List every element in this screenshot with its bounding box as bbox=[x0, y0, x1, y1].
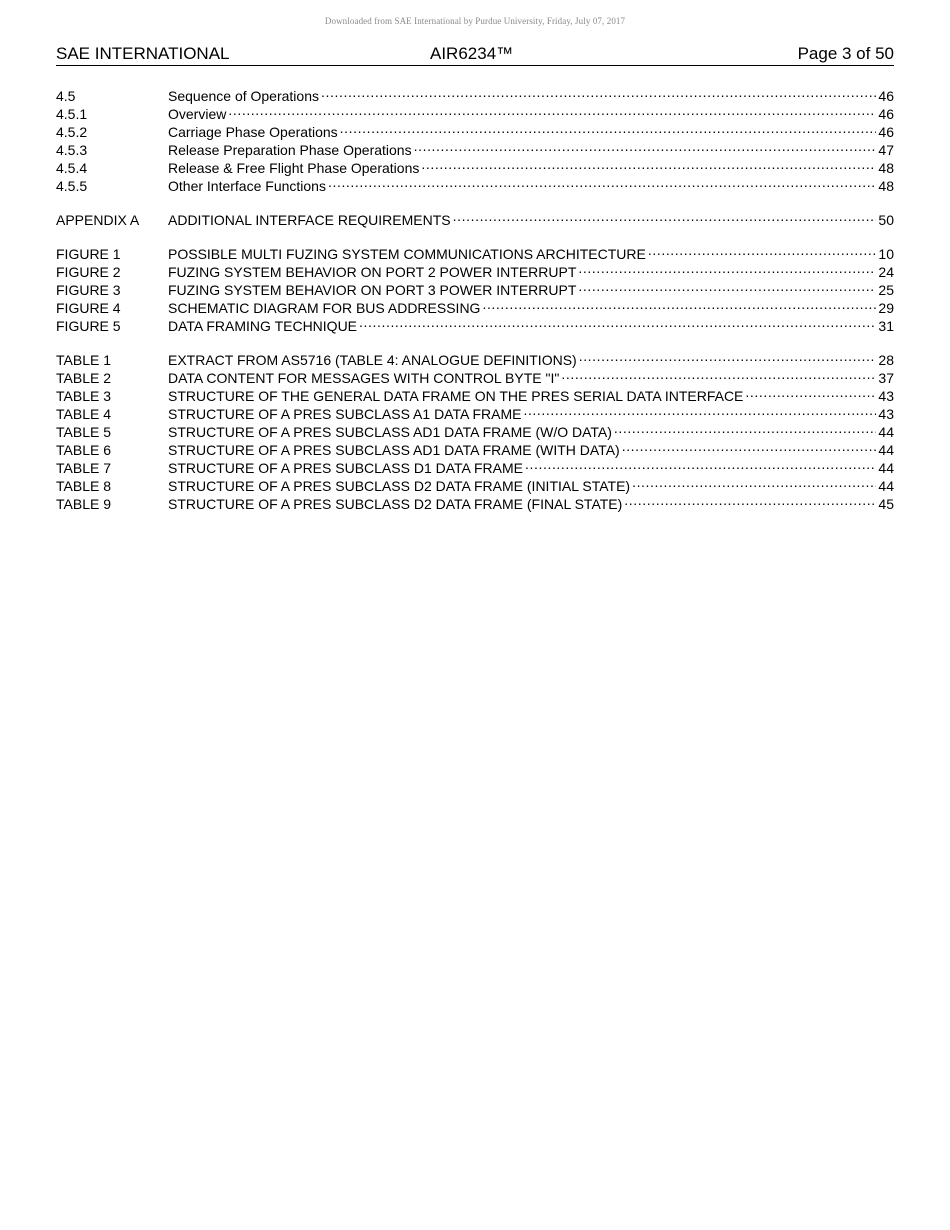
toc-dot-leader bbox=[614, 419, 877, 437]
toc-entry-page: 44 bbox=[878, 424, 894, 440]
toc-entry-page: 37 bbox=[878, 370, 894, 386]
toc-entry[interactable] bbox=[56, 83, 894, 104]
toc-figures bbox=[56, 241, 894, 334]
toc-entry-page: 45 bbox=[878, 496, 894, 512]
toc-dot-leader bbox=[523, 401, 876, 419]
toc-entry-number: TABLE 6 bbox=[56, 442, 111, 458]
toc-entry-number: TABLE 4 bbox=[56, 406, 111, 422]
toc-entry-page: 29 bbox=[878, 300, 894, 316]
toc-dot-leader bbox=[648, 241, 877, 259]
toc-dot-leader bbox=[624, 491, 876, 509]
toc-dot-leader bbox=[632, 473, 876, 491]
toc-entry-number: APPENDIX A bbox=[56, 212, 140, 228]
toc-dot-leader bbox=[453, 207, 877, 225]
toc-entry-number: FIGURE 3 bbox=[56, 282, 121, 298]
toc-entry-title: FUZING SYSTEM BEHAVIOR ON PORT 2 POWER INTERRUPT bbox=[168, 264, 577, 280]
toc-entry-number: 4.5.3 bbox=[56, 142, 88, 158]
toc-entry-title: DATA CONTENT FOR MESSAGES WITH CONTROL BYTE "I" bbox=[168, 370, 560, 386]
header-document-id: AIR6234™ bbox=[430, 44, 514, 63]
header-organization: SAE INTERNATIONAL bbox=[56, 44, 230, 63]
toc-dot-leader bbox=[340, 119, 877, 137]
toc-entry-number: 4.5.5 bbox=[56, 178, 88, 194]
toc-entry-title: FUZING SYSTEM BEHAVIOR ON PORT 3 POWER INTERRUPT bbox=[168, 282, 577, 298]
toc-entry-number: FIGURE 5 bbox=[56, 318, 121, 334]
toc-entry-title: ADDITIONAL INTERFACE REQUIREMENTS bbox=[168, 212, 451, 228]
toc-entry-number: 4.5 bbox=[56, 88, 76, 104]
toc-dot-leader bbox=[745, 383, 876, 401]
toc-dot-leader bbox=[228, 101, 876, 119]
toc-entry-number: TABLE 8 bbox=[56, 478, 111, 494]
toc-entry-number: FIGURE 1 bbox=[56, 246, 121, 262]
toc-entry-page: 25 bbox=[878, 282, 894, 298]
toc-entry-page: 43 bbox=[878, 406, 894, 422]
toc-entry-title: Carriage Phase Operations bbox=[168, 124, 338, 140]
toc-entry-page: 31 bbox=[878, 318, 894, 334]
toc-entry-number: FIGURE 2 bbox=[56, 264, 121, 280]
table-of-contents bbox=[56, 83, 894, 525]
toc-entry-title: Sequence of Operations bbox=[168, 88, 319, 104]
toc-entry-title: Release Preparation Phase Operations bbox=[168, 142, 412, 158]
toc-entry-page: 46 bbox=[878, 88, 894, 104]
toc-appendices bbox=[56, 207, 894, 228]
toc-dot-leader bbox=[561, 365, 876, 383]
toc-entry-number: TABLE 5 bbox=[56, 424, 111, 440]
toc-entry-page: 47 bbox=[878, 142, 894, 158]
toc-entry-number: TABLE 3 bbox=[56, 388, 111, 404]
toc-entry-title: STRUCTURE OF A PRES SUBCLASS D1 DATA FRAME bbox=[168, 460, 523, 476]
toc-dot-leader bbox=[578, 259, 876, 277]
toc-entry-number: TABLE 2 bbox=[56, 370, 111, 386]
toc-entry-page: 44 bbox=[878, 442, 894, 458]
toc-entry-title: DATA FRAMING TECHNIQUE bbox=[168, 318, 358, 334]
toc-entry-title: STRUCTURE OF A PRES SUBCLASS D2 DATA FRAME (INITIAL STATE) bbox=[168, 478, 631, 494]
toc-entry-title: STRUCTURE OF A PRES SUBCLASS D2 DATA FRAME (FINAL STATE) bbox=[168, 496, 623, 512]
toc-entry-title: Overview bbox=[168, 106, 227, 122]
toc-entry[interactable] bbox=[56, 207, 894, 228]
toc-dot-leader bbox=[579, 347, 877, 365]
toc-entry-number: TABLE 7 bbox=[56, 460, 111, 476]
toc-entry-page: 24 bbox=[878, 264, 894, 280]
toc-entry-title: STRUCTURE OF THE GENERAL DATA FRAME ON THE PRES SERIAL DATA INTERFACE bbox=[168, 388, 744, 404]
toc-dot-leader bbox=[414, 137, 877, 155]
toc-entry-page: 48 bbox=[878, 160, 894, 176]
toc-entry-page: 44 bbox=[878, 478, 894, 494]
toc-entry[interactable] bbox=[56, 347, 894, 368]
toc-dot-leader bbox=[622, 437, 877, 455]
toc-entry-page: 46 bbox=[878, 106, 894, 122]
toc-sections bbox=[56, 83, 894, 194]
toc-tables bbox=[56, 347, 894, 512]
toc-entry-number: TABLE 1 bbox=[56, 352, 111, 368]
toc-entry-page: 46 bbox=[878, 124, 894, 140]
toc-entry-page: 44 bbox=[878, 460, 894, 476]
page-header bbox=[56, 44, 894, 66]
toc-dot-leader bbox=[321, 83, 876, 101]
toc-entry-title: SCHEMATIC DIAGRAM FOR BUS ADDRESSING bbox=[168, 300, 481, 316]
toc-dot-leader bbox=[359, 313, 876, 331]
toc-entry-title: STRUCTURE OF A PRES SUBCLASS AD1 DATA FRAME (W/O DATA) bbox=[168, 424, 612, 440]
toc-entry-page: 28 bbox=[878, 352, 894, 368]
download-watermark: Downloaded from SAE International by Purdue University, Friday, July 07, 2017 bbox=[324, 16, 626, 26]
toc-entry-page: 50 bbox=[878, 212, 894, 228]
toc-entry-number: TABLE 9 bbox=[56, 496, 111, 512]
toc-dot-leader bbox=[482, 295, 876, 313]
toc-entry-number: FIGURE 4 bbox=[56, 300, 121, 316]
toc-entry-number: 4.5.1 bbox=[56, 106, 88, 122]
toc-entry-page: 10 bbox=[878, 246, 894, 262]
toc-entry-page: 43 bbox=[878, 388, 894, 404]
toc-entry-title: STRUCTURE OF A PRES SUBCLASS A1 DATA FRAME bbox=[168, 406, 522, 422]
toc-entry-number: 4.5.2 bbox=[56, 124, 88, 140]
toc-dot-leader bbox=[578, 277, 876, 295]
toc-dot-leader bbox=[421, 155, 876, 173]
toc-dot-leader bbox=[328, 173, 876, 191]
toc-entry-title: Release & Free Flight Phase Operations bbox=[168, 160, 420, 176]
toc-entry-page: 48 bbox=[878, 178, 894, 194]
toc-entry[interactable] bbox=[56, 241, 894, 262]
toc-entry-number: 4.5.4 bbox=[56, 160, 88, 176]
toc-dot-leader bbox=[525, 455, 876, 473]
toc-entry-title: Other Interface Functions bbox=[168, 178, 326, 194]
header-page-label: Page 3 of 50 bbox=[797, 44, 894, 63]
toc-entry-title: STRUCTURE OF A PRES SUBCLASS AD1 DATA FRAME (WITH DATA) bbox=[168, 442, 620, 458]
toc-entry-title: POSSIBLE MULTI FUZING SYSTEM COMMUNICATIONS ARCHITECTURE bbox=[168, 246, 646, 262]
toc-entry-title: EXTRACT FROM AS5716 (TABLE 4: ANALOGUE DEFINITIONS) bbox=[168, 352, 577, 368]
